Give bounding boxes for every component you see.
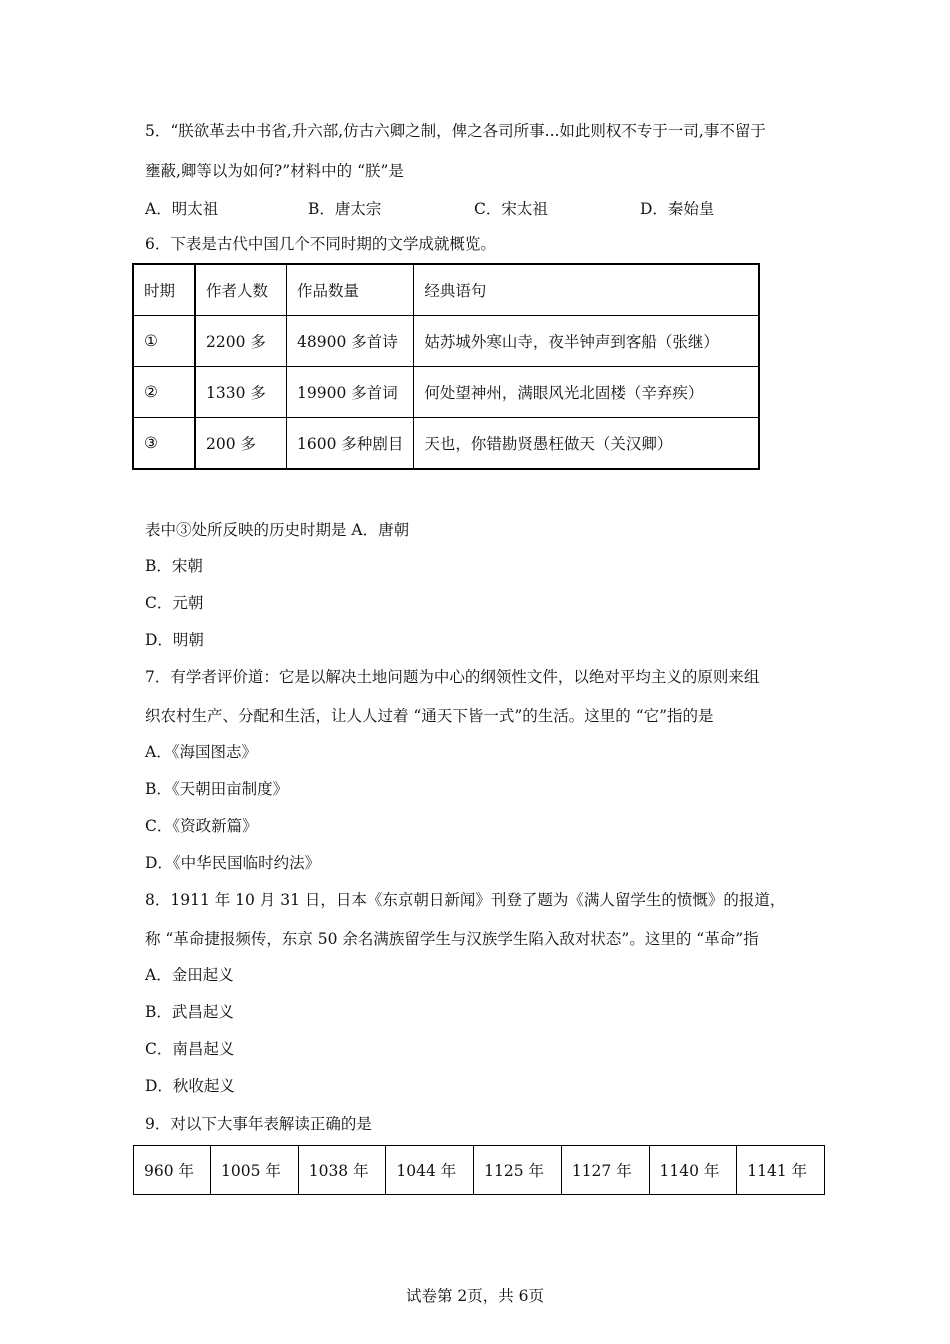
q5-option-b: B．唐太宗 — [308, 200, 382, 218]
table-row — [133, 418, 759, 470]
q6-option-d: D．明朝 — [145, 631, 204, 649]
table-cell: 何处望神州，满眼风光北固楼（辛弃疾） — [414, 367, 759, 418]
table-cell: ① — [133, 316, 195, 367]
q6-option-c: C．元朝 — [145, 594, 204, 612]
page-footer: 试卷第 2页，共 6页 — [405, 1287, 545, 1305]
literature-table — [132, 263, 760, 470]
table-cell: 19900 多首词 — [287, 367, 414, 418]
table-row — [133, 367, 759, 418]
q8-option-b: B．武昌起义 — [145, 1003, 234, 1021]
q8-stem-line1: 8．1911 年 10 月 31 日，日本《东京朝日新闻》刊登了题为《满人留学生的愤慨》的报道， — [145, 891, 786, 909]
year-cell: 1005 年 — [211, 1146, 299, 1195]
q7-option-c: C．《资政新篇》 — [145, 817, 258, 835]
q7-stem-line1: 7．有学者评价道：它是以解决土地问题为中心的纲领性文件，以绝对平均主义的原则来组 — [145, 668, 760, 686]
table-row — [133, 316, 759, 367]
q6-question: 表中③处所反映的历史时期是 A．唐朝 — [145, 521, 410, 539]
table-row — [134, 1146, 825, 1195]
q6-stem: 6．下表是古代中国几个不同时期的文学成就概览。 — [145, 235, 496, 253]
q5-stem-line1: 5．“朕欲革去中书省,升六部,仿古六卿之制，俾之各司所事...如此则权不专于一司,事不留于 — [145, 122, 766, 140]
q8-stem-line2: 称 “革命捷报频传，东京 50 余名满族留学生与汉族学生陷入敌对状态”。这里的 “革命”指 — [145, 930, 759, 948]
q8-option-a: A．金田起义 — [145, 966, 234, 984]
table-cell: 48900 多首诗 — [287, 316, 414, 367]
q6-option-b: B．宋朝 — [145, 557, 203, 575]
table-header-cell: 时期 — [133, 264, 195, 316]
q7-stem-line2: 织农村生产、分配和生活，让人人过着 “通天下皆一式”的生活。这里的 “它”指的是 — [145, 707, 714, 725]
table-cell: 天也，你错勘贤愚枉做天（关汉卿） — [414, 418, 759, 470]
q5-options — [145, 197, 845, 217]
table-cell: 1330 多 — [195, 367, 287, 418]
year-cell: 1127 年 — [561, 1146, 649, 1195]
table-header-row — [133, 264, 759, 316]
table-cell: 200 多 — [195, 418, 287, 470]
q5-option-d: D．秦始皇 — [640, 200, 715, 218]
q9-stem: 9．对以下大事年表解读正确的是 — [145, 1115, 372, 1133]
q8-option-d: D．秋收起义 — [145, 1077, 235, 1095]
table-cell: 1600 多种剧目 — [287, 418, 414, 470]
year-cell: 1140 年 — [649, 1146, 737, 1195]
q5-option-a: A．明太祖 — [145, 200, 219, 218]
q7-option-a: A．《海国图志》 — [145, 743, 257, 761]
chronology-table — [133, 1145, 825, 1195]
q8-option-c: C．南昌起义 — [145, 1040, 235, 1058]
year-cell: 960 年 — [134, 1146, 211, 1195]
year-cell: 1125 年 — [474, 1146, 562, 1195]
table-cell: 2200 多 — [195, 316, 287, 367]
table-header-cell: 经典语句 — [414, 264, 759, 316]
table-header-cell: 作品数量 — [287, 264, 414, 316]
q7-option-b: B．《天朝田亩制度》 — [145, 780, 289, 798]
year-cell: 1038 年 — [298, 1146, 386, 1195]
year-cell: 1141 年 — [737, 1146, 825, 1195]
q7-option-d: D．《中华民国临时约法》 — [145, 854, 321, 872]
table-header-cell: 作者人数 — [195, 264, 287, 316]
year-cell: 1044 年 — [386, 1146, 474, 1195]
q5-option-c: C．宋太祖 — [474, 200, 548, 218]
table-cell: 姑苏城外寒山寺，夜半钟声到客船（张继） — [414, 316, 759, 367]
table-cell: ② — [133, 367, 195, 418]
table-cell: ③ — [133, 418, 195, 470]
q5-stem-line2: 壅蔽,卿等以为如何?”材料中的 “朕”是 — [145, 162, 404, 180]
